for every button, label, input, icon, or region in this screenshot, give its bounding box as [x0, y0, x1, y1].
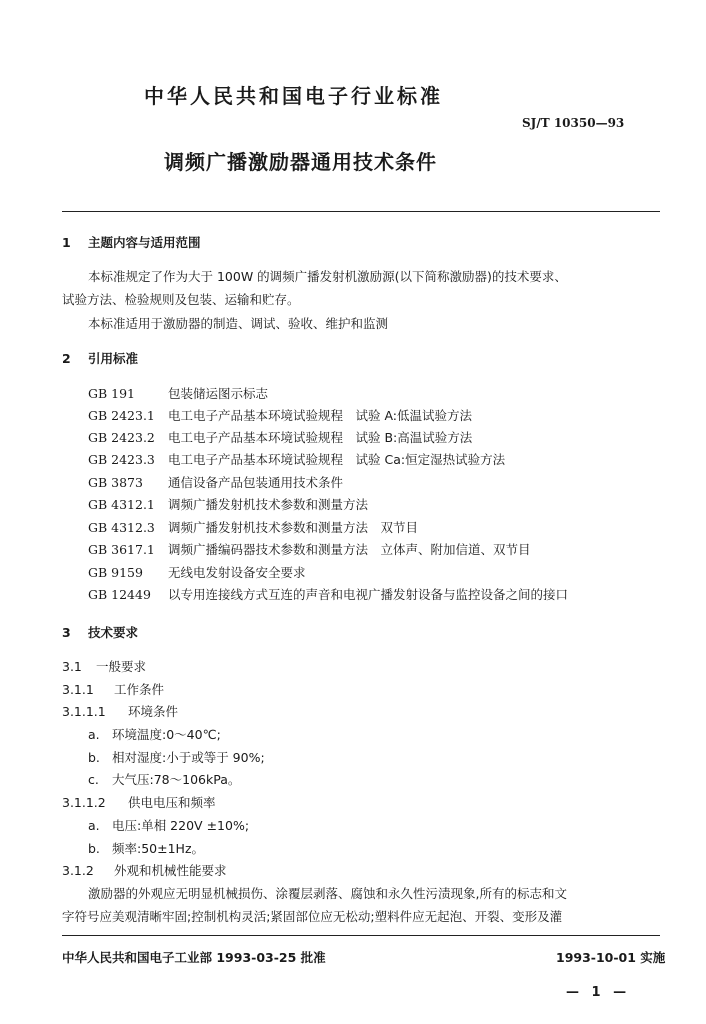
approval-date: 中华人民共和国电子工业部 1993-03-25 批准: [62, 950, 326, 965]
subsection-title: 工作条件: [114, 682, 165, 697]
subsection-number: 3.1: [62, 659, 82, 674]
reference-code: GB 3617.1: [88, 542, 155, 557]
paragraph-line: 试验方法、检验规则及包装、运输和贮存。: [62, 292, 300, 307]
reference-code: GB 2423.3: [88, 452, 155, 467]
reference-code: GB 191: [88, 386, 136, 401]
reference-item: [88, 518, 418, 536]
reference-name: 调频广播发射机技术参数和测量方法 双节目: [168, 520, 419, 535]
reference-item: [88, 585, 568, 603]
subsection-number: 3.1.1.2: [62, 795, 106, 810]
section-title: 技术要求: [88, 625, 139, 640]
paragraph-line: 本标准规定了作为大于 100W 的调频广播发射机激励源(以下简称激励器)的技术要求、: [88, 269, 567, 284]
paragraph-line: 本标准适用于激励器的制造、调试、验收、维护和监测: [88, 316, 389, 331]
reference-name: 以专用连接线方式互连的声音和电视广播发射设备与监控设备之间的接口: [168, 587, 569, 602]
paragraph-line: 字符号应美观清晰牢固;控制机构灵活;紧固部位应无松动;塑料件应无起泡、开裂、变形及灌: [62, 909, 563, 924]
footer-divider: [62, 935, 660, 936]
section-2-heading: [62, 349, 138, 367]
subsection-number: 3.1.1.1: [62, 704, 106, 719]
reference-item: [88, 540, 531, 558]
list-text: 电压:单相 220V ±10%;: [112, 818, 250, 833]
reference-name: 调频广播编码器技术参数和测量方法 立体声、附加信道、双节目: [168, 542, 531, 557]
section-number: 1: [62, 235, 71, 250]
list-text: 相对湿度:小于或等于 90%;: [112, 750, 265, 765]
paragraph-line: 激励器的外观应无明显机械损伤、涂覆层剥落、腐蚀和永久性污渍现象,所有的标志和文: [88, 886, 567, 901]
reference-code: GB 4312.3: [88, 520, 155, 535]
reference-code: GB 9159: [88, 565, 143, 580]
reference-item: [88, 450, 505, 468]
reference-name: 包装储运图示标志: [168, 386, 269, 401]
reference-item: [88, 406, 472, 424]
list-marker: b.: [88, 841, 100, 856]
list-item: [88, 725, 221, 743]
list-item: [88, 748, 265, 766]
subsection-3-1-1-1: [62, 702, 178, 720]
reference-code: GB 2423.2: [88, 430, 155, 445]
reference-name: 电工电子产品基本环境试验规程 试验 B:高温试验方法: [168, 430, 473, 445]
reference-name: 无线电发射设备安全要求: [168, 565, 306, 580]
reference-code: GB 12449: [88, 587, 151, 602]
subsection-3-1-1: [62, 680, 164, 698]
list-text: 大气压:78～106kPa。: [112, 772, 241, 787]
list-marker: c.: [88, 772, 99, 787]
subsection-3-1-2: [62, 861, 227, 879]
section-3-heading: [62, 623, 138, 641]
list-text: 频率:50±1Hz。: [112, 841, 205, 856]
subsection-number: 3.1.2: [62, 863, 94, 878]
document-title: 调频广播激励器通用技术条件: [164, 150, 437, 174]
page-number: — 1 —: [566, 985, 631, 1000]
subsection-3-1: [62, 657, 146, 675]
reference-item: [88, 473, 343, 491]
section-number: 2: [62, 351, 71, 366]
reference-name: 通信设备产品包装通用技术条件: [168, 475, 344, 490]
section-title: 主题内容与适用范围: [88, 235, 201, 250]
reference-item: [88, 563, 306, 581]
list-item: [88, 816, 249, 834]
issuing-organization: 中华人民共和国电子行业标准: [144, 84, 443, 108]
subsection-title: 外观和机械性能要求: [114, 863, 227, 878]
reference-name: 电工电子产品基本环境试验规程 试验 Ca:恒定湿热试验方法: [168, 452, 506, 467]
header-divider: [62, 211, 660, 212]
list-marker: b.: [88, 750, 100, 765]
reference-code: GB 3873: [88, 475, 143, 490]
subsection-3-1-1-2: [62, 793, 216, 811]
reference-item: [88, 384, 268, 402]
reference-item: [88, 428, 472, 446]
reference-name: 调频广播发射机技术参数和测量方法: [168, 497, 369, 512]
subsection-number: 3.1.1: [62, 682, 94, 697]
section-title: 引用标准: [88, 351, 139, 366]
subsection-title: 一般要求: [96, 659, 147, 674]
section-number: 3: [62, 625, 71, 640]
implementation-date: 1993-10-01 实施: [556, 950, 666, 965]
list-marker: a.: [88, 818, 100, 833]
subsection-title: 供电电压和频率: [128, 795, 216, 810]
reference-name: 电工电子产品基本环境试验规程 试验 A:低温试验方法: [168, 408, 473, 423]
reference-item: [88, 495, 368, 513]
reference-code: GB 2423.1: [88, 408, 155, 423]
section-1-heading: [62, 233, 201, 251]
list-item: [88, 839, 204, 857]
standard-number: SJ/T 10350—93: [522, 116, 625, 130]
list-item: [88, 770, 240, 788]
reference-code: GB 4312.1: [88, 497, 155, 512]
subsection-title: 环境条件: [128, 704, 179, 719]
list-marker: a.: [88, 727, 100, 742]
list-text: 环境温度:0～40℃;: [112, 727, 221, 742]
